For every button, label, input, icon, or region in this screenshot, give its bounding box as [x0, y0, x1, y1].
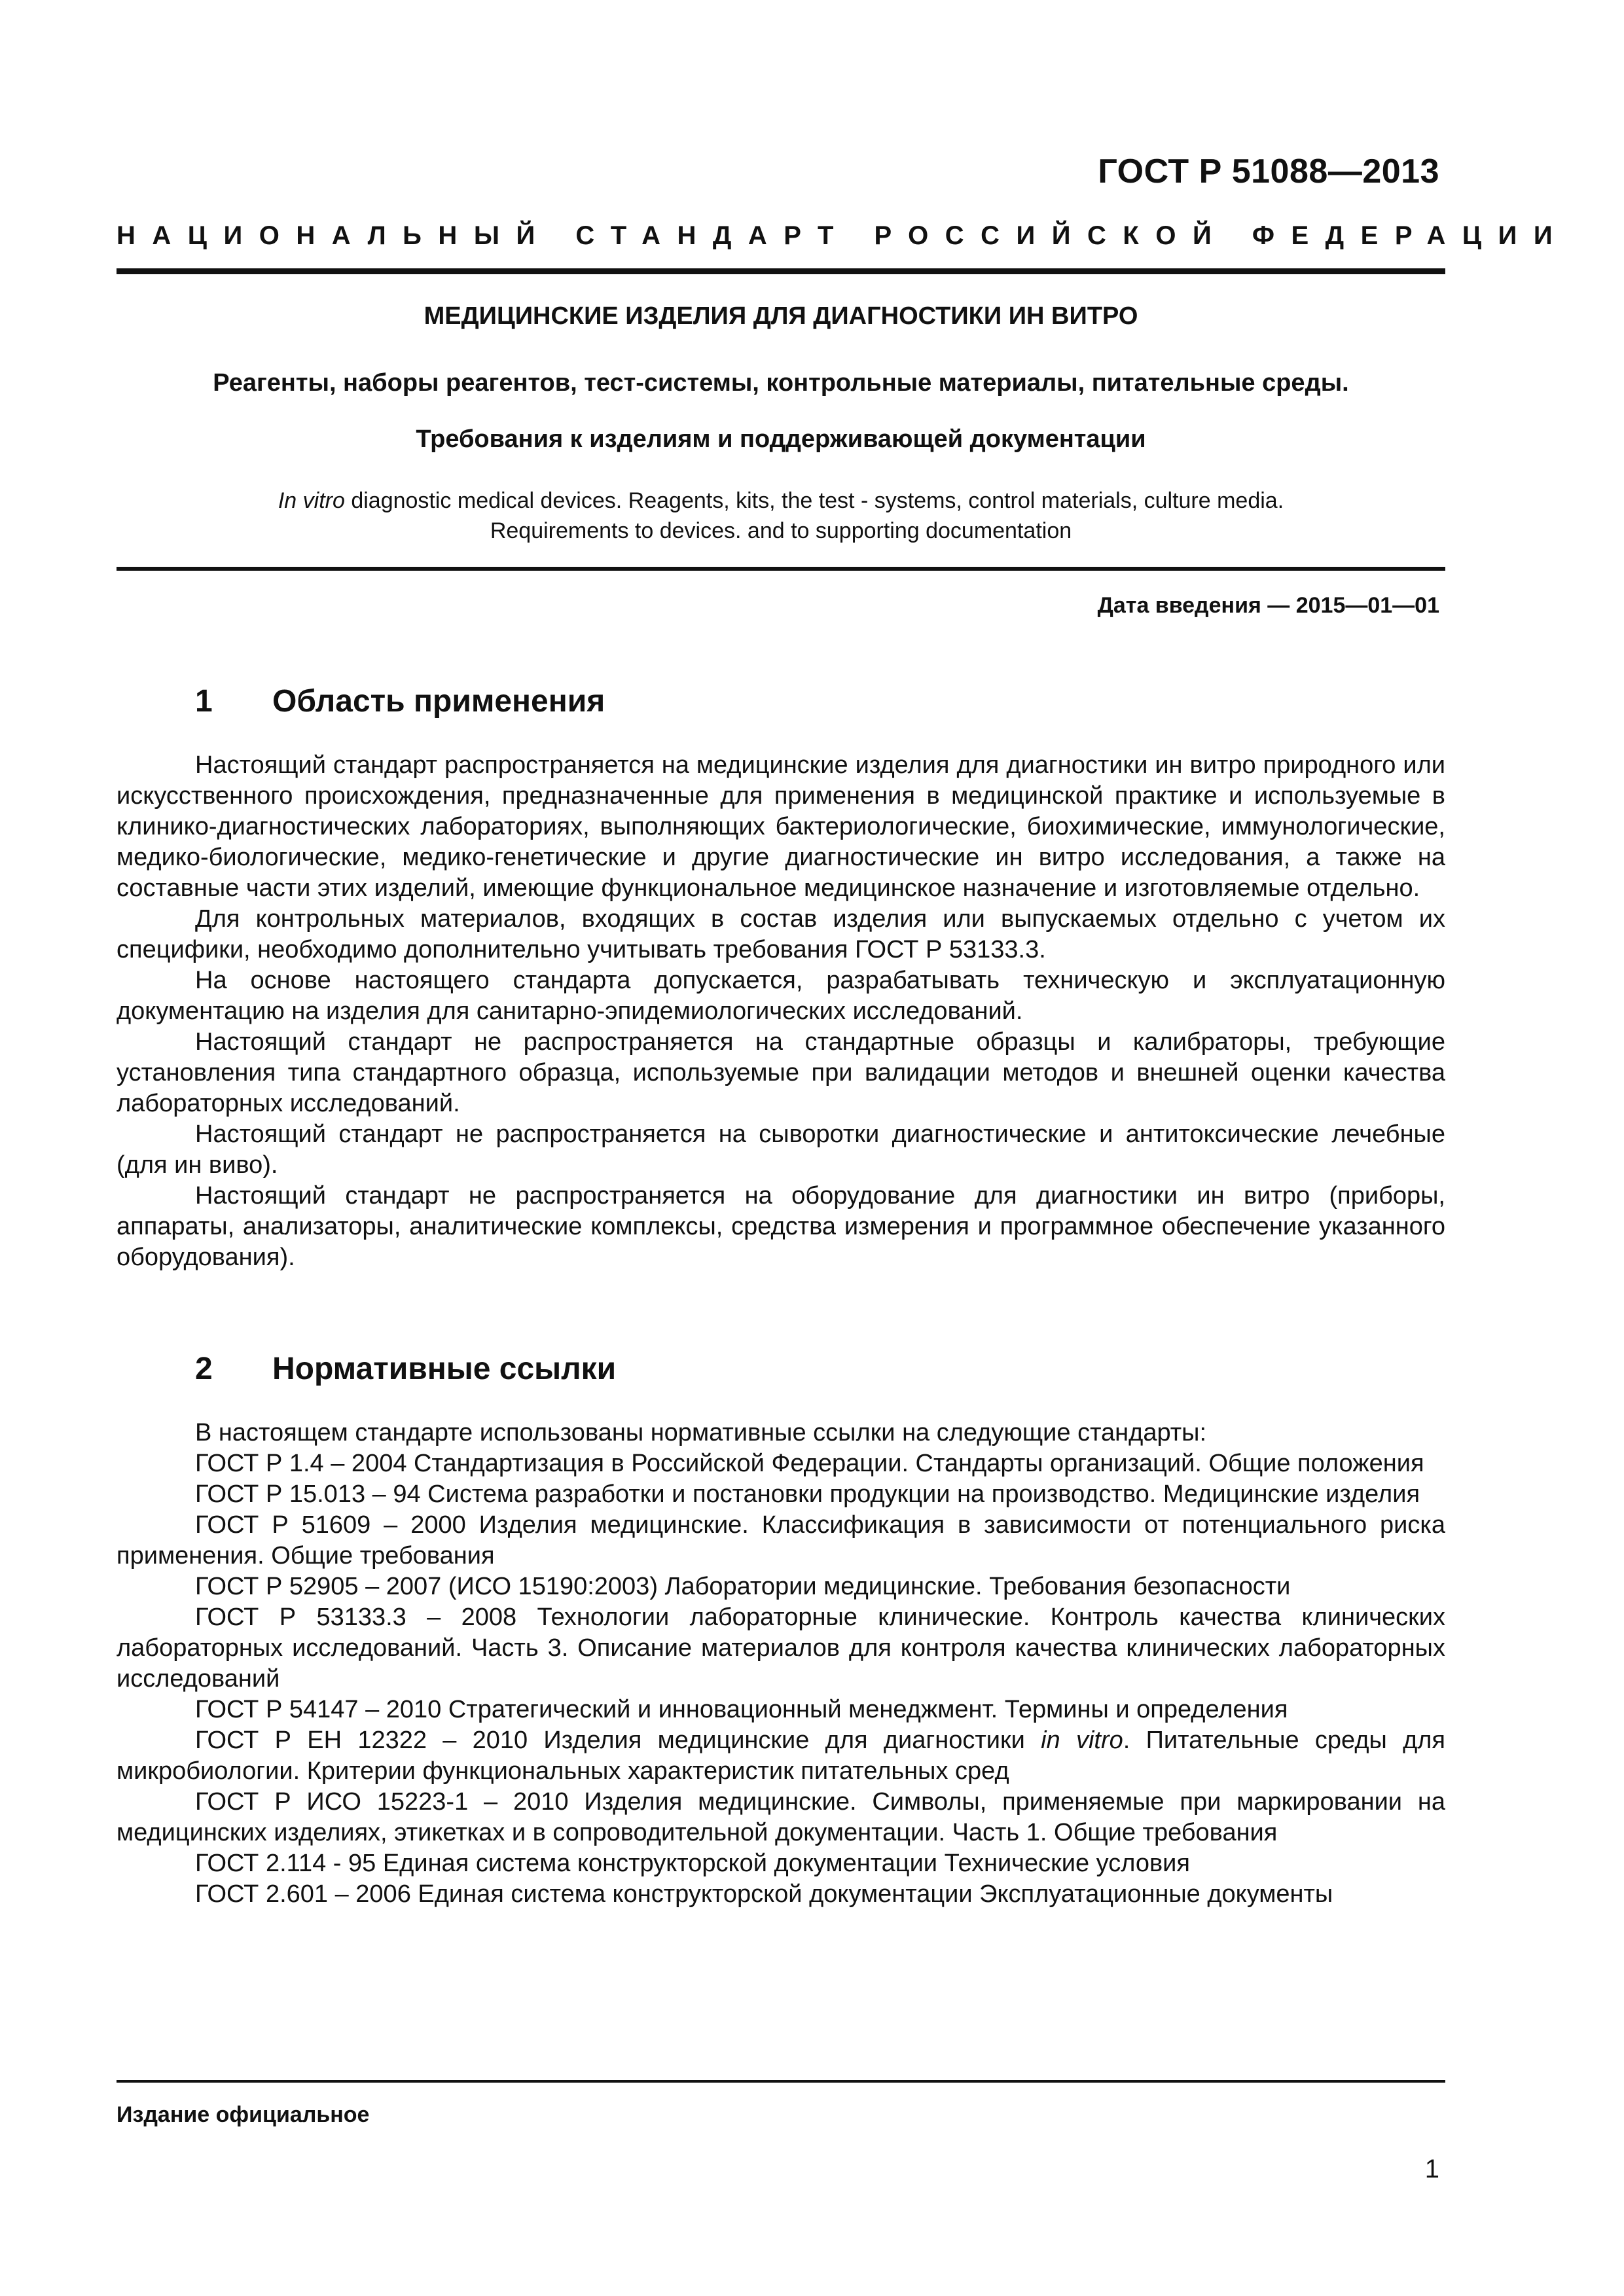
section-number: 1 [195, 684, 213, 719]
reference-item-italic: in vitro [1041, 1727, 1123, 1754]
header-divider [117, 268, 1445, 274]
document-number: ГОСТ Р 51088—2013 [1098, 152, 1439, 190]
section-2-body [117, 1418, 1445, 1910]
footer-divider [117, 2080, 1445, 2083]
section-number: 2 [195, 1352, 213, 1386]
document-requirements-title: Требования к изделиям и поддерживающей документации [416, 425, 1146, 453]
reference-item-text: ГОСТ Р ЕН 12322 – 2010 Изделия медицинские для диагностики [195, 1727, 1041, 1754]
section-2-heading [195, 1351, 616, 1387]
reference-item [117, 1725, 1445, 1787]
page-number: 1 [1424, 2155, 1439, 2183]
introduction-date: Дата введения — 2015—01—01 [1097, 593, 1439, 618]
reference-item-rest: . Питательные среды для микробиологии. Критерии функциональных характеристик питательных сред [117, 1727, 1446, 1785]
paragraph: Настоящий стандарт не распространяется на сыворотки диагностические и антитоксические лечебные (для ин виво). [117, 1121, 1445, 1179]
reference-item: ГОСТ Р ИСО 15223-1 – 2010 Изделия медицинские. Символы, применяемые при маркировании на медицинских изделиях, этикетках и в сопроводительной документации. Часть 1. Общие требования [117, 1788, 1445, 1846]
reference-item: ГОСТ Р 54147 – 2010 Стратегический и инновационный менеджмент. Термины и определения [195, 1696, 1288, 1723]
reference-item: ГОСТ Р 52905 – 2007 (ИСО 15190:2003) Лаборатории медицинские. Требования безопасности [195, 1573, 1291, 1600]
english-title-line-1-rest: diagnostic medical devices. Reagents, kits, the test - systems, control materials, culture media. [344, 488, 1284, 513]
paragraph: Настоящий стандарт не распространяется на оборудование для диагностики ин витро (приборы, аппараты, анализаторы, аналитические комплексы, средства измерения и программное обеспечение указанного оборудования). [117, 1182, 1445, 1271]
reference-item: ГОСТ 2.114 - 95 Единая система конструкторской документации Технические условия [195, 1850, 1190, 1877]
english-title [117, 486, 1445, 546]
english-title-line-2: Requirements to devices. and to supporting documentation [490, 518, 1072, 543]
reference-item: ГОСТ 2.601 – 2006 Единая система конструкторской документации Эксплуатационные документы [195, 1880, 1333, 1908]
section-1-body [117, 750, 1445, 1273]
paragraph: На основе настоящего стандарта допускается, разрабатывать техническую и эксплуатационную документацию на изделия для санитарно-эпидемиологических исследований. [117, 967, 1445, 1025]
paragraph: Настоящий стандарт не распространяется на стандартные образцы и калибраторы, требующие установления типа стандартного образца, используемые при валидации методов и внешней оценки качества лабораторных исследований. [117, 1028, 1445, 1117]
national-standard-banner: НАЦИОНАЛЬНЫЙ СТАНДАРТ РОССИЙСКОЙ ФЕДЕРАЦИИ [117, 221, 1570, 250]
reference-item: ГОСТ Р 51609 – 2000 Изделия медицинские. Классификация в зависимости от потенциального риска применения. Общие требования [117, 1511, 1445, 1570]
paragraph: Для контрольных материалов, входящих в состав изделия или выпускаемых отдельно с учетом их специфики, необходимо дополнительно учитывать требования ГОСТ Р 53133.3. [117, 905, 1445, 963]
section-title: Область применения [272, 684, 605, 719]
references-intro: В настоящем стандарте использованы нормативные ссылки на следующие стандарты: [195, 1419, 1207, 1446]
english-title-line-1 [117, 486, 1445, 516]
title-divider [117, 567, 1445, 571]
edition-label: Издание официальное [117, 2102, 370, 2127]
document-title: МЕДИЦИНСКИЕ ИЗДЕЛИЯ ДЛЯ ДИАГНОСТИКИ ИН ВИТРО [424, 302, 1138, 330]
english-title-italic: In vitro [278, 488, 345, 513]
document-subtitle: Реагенты, наборы реагентов, тест-системы, контрольные материалы, питательные среды. [213, 369, 1349, 397]
reference-item: ГОСТ Р 53133.3 – 2008 Технологии лабораторные клинические. Контроль качества клинических лабораторных исследований. Часть 3. Описание материалов для контроля качества клинических лабораторных исследований [117, 1604, 1445, 1693]
reference-item: ГОСТ Р 1.4 – 2004 Стандартизация в Российской Федерации. Стандарты организаций. Общие положения [195, 1450, 1424, 1477]
section-title: Нормативные ссылки [272, 1352, 617, 1386]
section-1-heading [195, 683, 605, 719]
paragraph: Настоящий стандарт распространяется на медицинские изделия для диагностики ин витро природного или искусственного происхождения, предназначенные для применения в медицинской практике и используемые в клинико-диагностических лабораториях, выполняющих бактериологические, биохимические, иммунологические, медико-биологические, медико-генетические и другие диагностические ин витро исследования, а также на составные части этих изделий, имеющие функциональное медицинское назначение и изготовляемые отдельно. [117, 751, 1445, 902]
reference-item: ГОСТ Р 15.013 – 94 Система разработки и постановки продукции на производство. Медицинские изделия [195, 1480, 1420, 1508]
